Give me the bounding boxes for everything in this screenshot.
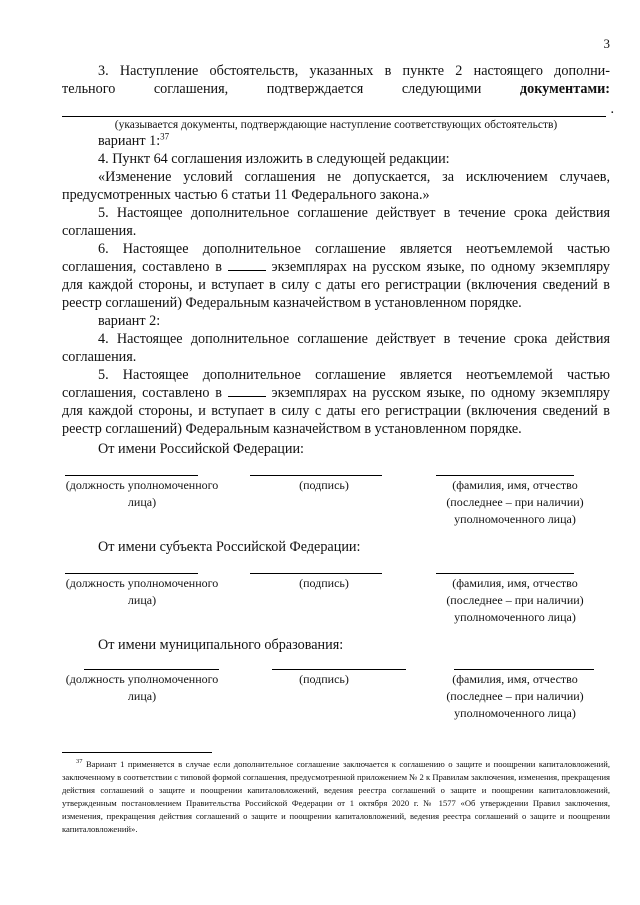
paragraph-4: 4. Пункт 64 соглашения изложить в следующей редакции: [98, 151, 450, 167]
variant-1-label: вариант 1:$^{37}$ [98, 131, 170, 149]
signature-heading-rf: От имени Российской Федерации: [98, 441, 305, 457]
footnote-37: $^{37}$ Вариант 1 применяется в случае если дополнительное соглашение заключается к соглашению о защите и поощрении капиталовложений, заключенному в соответствии с типовой формой соглашения, предусмотренной приложением № 2 к Правилам заключения, изменения, прекращения действия соглашений о защите и поощрении капиталовложений, ведения реестра соглашений о защите и поощрении капиталовложений, утвержденным постановлением Правительства Российской Федерации от 1 октября 2020 г. № 1577 «Об утверждении Правил заключения, изменения, прекращения действия соглашений о защите и поощрении капиталовложений, ведения реестра соглашений о защите и поощрении капиталовложений». [62, 758, 611, 834]
caption-position: (должность уполномоченного лица) [65, 478, 219, 509]
word: соглашения, [153, 81, 229, 97]
signature-line-sign [250, 475, 382, 476]
paragraph-3-line-2 [62, 80, 610, 98]
paragraph-3-line-1: 3. Наступление обстоятельств, указанных в пункте 2 настоящего дополни- [98, 63, 610, 79]
footnote-mark: 37 [76, 758, 83, 766]
paragraph-6-variant-1: 6. Настоящее дополнительное соглашение является неотъемлемой частью соглашения, составлено в экземплярах на русском языке, по одному экземпляру для каждой стороны, и вступает в силу с даты его регистрации (включения сведений в реестр соглашений) Федеральным казначейством в установленном порядке. [62, 241, 611, 311]
paragraph-5-variant-1: 5. Настоящее дополнительное соглашение действует в течение срока действия соглашения. [62, 205, 610, 239]
signature-line-position [84, 669, 219, 670]
caption-position: (должность уполномоченного лица) [65, 576, 219, 607]
paragraph-5-variant-2: 5. Настоящее дополнительное соглашение является неотъемлемой частью соглашения, составлено в экземплярах на русском языке, по одному экземпляру для каждой стороны, и вступает в силу с даты его регистрации (включения сведений в реестр соглашений) Федеральным казначейством в установленном порядке. [62, 367, 611, 437]
documents-fill-line [62, 98, 614, 117]
signature-line-sign [250, 573, 382, 574]
copies-blank [228, 385, 266, 397]
word-documents: документами: [519, 81, 611, 97]
variant-2-label: вариант 2: [98, 313, 161, 329]
page-number: 3 [603, 36, 610, 51]
footnote-ref: 37 [160, 131, 170, 142]
signature-line-name [436, 573, 574, 574]
signature-line-position [65, 475, 198, 476]
document-body [62, 62, 614, 438]
signature-heading-municipal: От имени муниципального образования: [98, 637, 344, 653]
signature-line-position [65, 573, 198, 574]
line-end-dot: . [610, 101, 614, 117]
signature-line-name [454, 669, 594, 670]
signature-heading-subject: От имени субъекта Российской Федерации: [98, 539, 361, 555]
caption-signature: (подпись) [299, 576, 349, 590]
caption-signature: (подпись) [299, 478, 349, 492]
signature-line-sign [272, 669, 406, 670]
caption-position: (должность уполномоченного лица) [65, 672, 219, 703]
documents-note: (указывается документы, подтверждающие наступление соответствующих обстоятельств) [114, 119, 558, 131]
caption-name: (фамилия, имя, отчество (последнее – при наличии) уполномоченного лица) [446, 478, 584, 526]
word: тельного [62, 81, 116, 97]
paragraph-4-variant-2: 4. Настоящее дополнительное соглашение действует в течение срока действия соглашения. [62, 331, 610, 365]
footnote-separator [62, 752, 212, 753]
copies-blank [228, 259, 266, 271]
signature-line-name [436, 475, 574, 476]
paragraph-4-quote: «Изменение условий соглашения не допускается, за исключением случаев, предусмотренных частью 6 статьи 11 Федерального закона.» [62, 169, 610, 203]
caption-signature: (подпись) [299, 672, 349, 686]
caption-name: (фамилия, имя, отчество (последнее – при наличии) уполномоченного лица) [446, 576, 584, 624]
caption-name: (фамилия, имя, отчество (последнее – при наличии) уполномоченного лица) [446, 672, 584, 720]
word: подтверждается [266, 81, 364, 97]
word: следующими [401, 81, 482, 97]
